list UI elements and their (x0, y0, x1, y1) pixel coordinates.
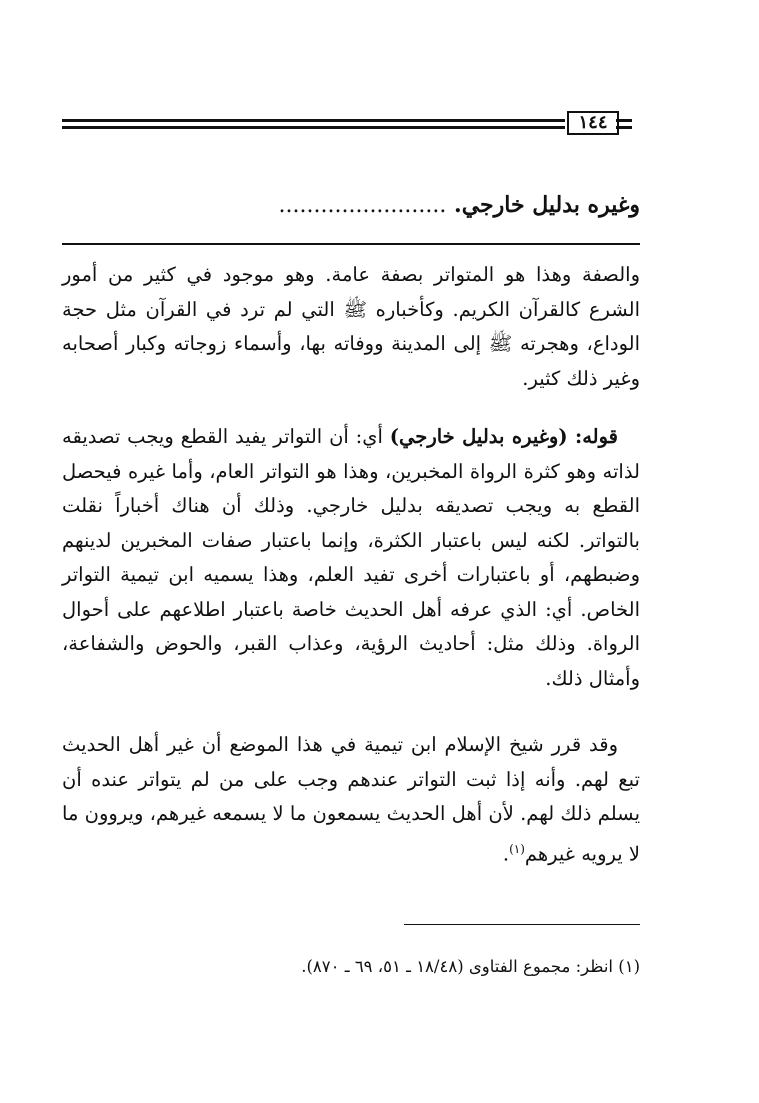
paragraph-3-end: . (502, 842, 510, 865)
heading-text: وغيره بدليل خارجي. (454, 192, 640, 218)
footnote-separator (404, 924, 640, 925)
section-heading (62, 192, 640, 218)
header-rule-bottom (62, 126, 565, 129)
heading-divider (62, 243, 640, 245)
page-number: ١٤٤ (567, 111, 619, 135)
paragraph-3-text: وقد قرر شيخ الإسلام ابن تيمية في هذا الموضع أن غير أهل الحديث تبع لهم. وأنه إذا ثبت التواتر عندهم وجب على من لم يتواتر عنده أن يسلم ذلك لهم. لأن أهل الحديث يسمعون ما لا يسمعه غيرهم، ويروون ما لا يرويه غيرهم (62, 733, 640, 865)
paragraph-3 (62, 728, 640, 872)
header-rule-right-bottom (616, 126, 632, 129)
header-rule-top (62, 119, 565, 122)
paragraph-1: والصفة وهذا هو المتواتر بصفة عامة. وهو موجود في كثير من أمور الشرع كالقرآن الكريم. وكأخباره ﷺ التي لم ترد في القرآن مثل حجة الوداع، وهجرته ﷺ إلى المدينة ووفاته بها، وأسماء زوجاته وكبار أصحابه وغير ذلك كثير. (62, 263, 640, 390)
paragraph-2-label: قوله: (وغيره بدليل خارجي) (389, 425, 618, 448)
heading-dots: ........................ (278, 193, 447, 218)
paragraph-2-text: أي: أن التواتر يفيد القطع ويجب تصديقه لذاته وهو كثرة الرواة المخبرين، وهذا هو التواتر العام، وأما غيره فيحصل القطع به ويجب تصديقه بدليل خارجي. وذلك أن هناك أخباراً نقلت بالتواتر. لكنه ليس باعتبار الكثرة، وإنما باعتبار صفات المخبرين لدينهم وضبطهم، أو باعتبارات أخرى تفيد العلم، وهذا يسميه ابن تيمية التواتر الخاص. أي: الذي عرفه أهل الحديث خاصة باعتبار اطلاعهم على أحوال الرواة. وذلك مثل: أحاديث الرؤية، وعذاب القبر، والحوض والشفاعة، وأمثال ذلك. (62, 425, 640, 690)
header-rule-right-top (616, 119, 632, 122)
footnote-reference[interactable]: (١) (509, 841, 525, 856)
page-header (62, 110, 632, 138)
footnote: (١) انظر: مجموع الفتاوى (١٨/٤٨ ـ ٥١، ٦٩ ـ ٨٧٠). (301, 957, 640, 976)
paragraph-2 (62, 420, 640, 696)
